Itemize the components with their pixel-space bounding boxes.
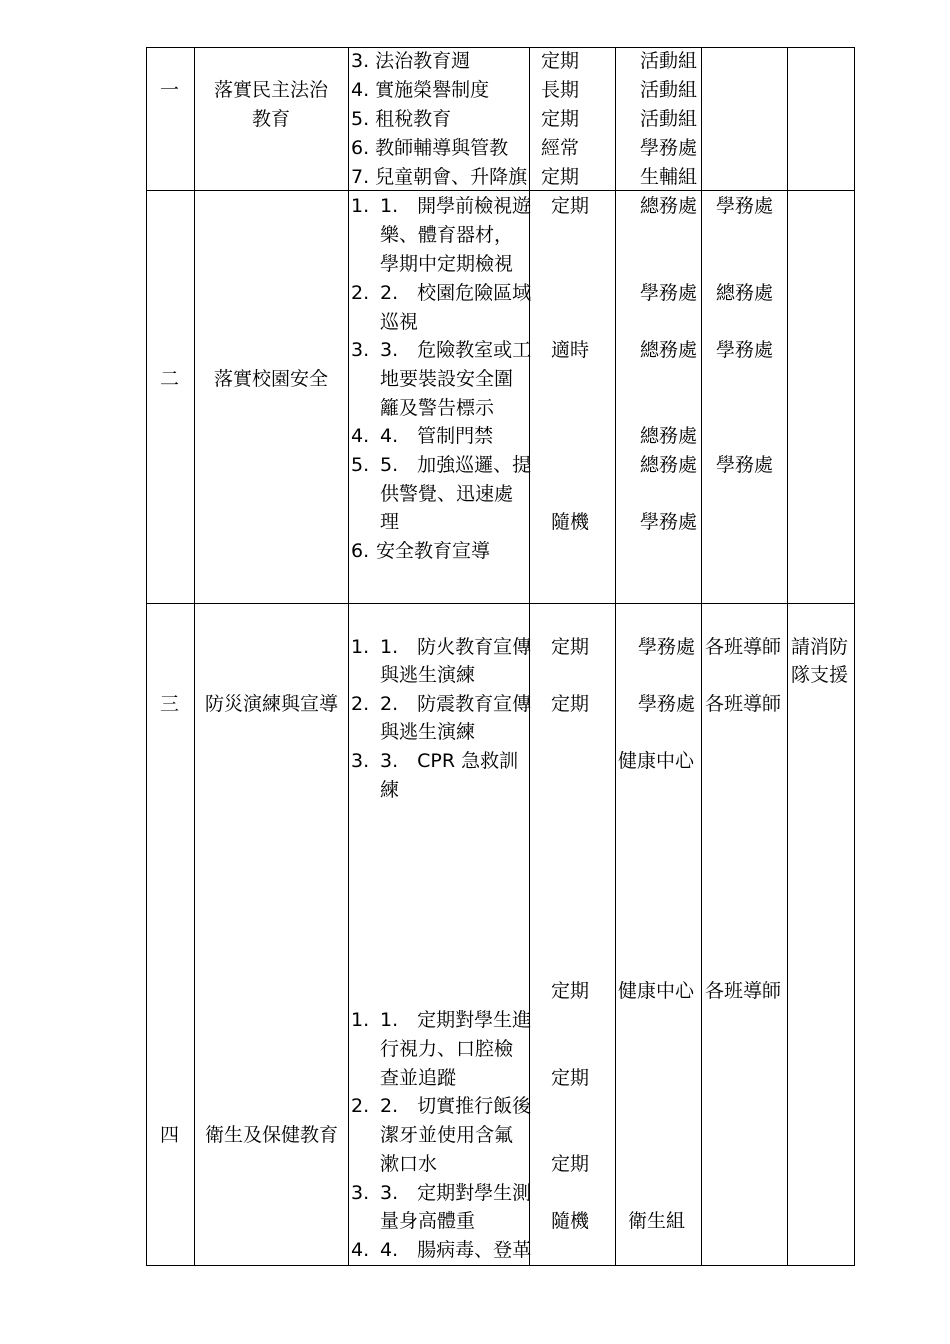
responsible-unit: 學務處 — [638, 636, 696, 658]
item-text: 2. 防震教育宣傳 — [380, 693, 532, 715]
item-mark: 2. — [351, 1095, 370, 1117]
note: 隊支援 — [791, 664, 849, 686]
item-text: 與逃生演練 — [380, 721, 476, 743]
assisting-unit: 學務處 — [716, 339, 774, 361]
item-mark: 1. — [351, 636, 370, 658]
row-title-line: 衛生及保健教育 — [205, 1124, 339, 1146]
assisting-unit: 學務處 — [716, 454, 774, 476]
col-divider — [787, 47, 788, 1266]
row-number: 三 — [160, 693, 180, 715]
item-mark: 2. — [351, 282, 370, 304]
frequency: 定期 — [551, 980, 590, 1002]
responsible-unit: 健康中心 — [618, 980, 695, 1002]
responsible-unit: 生輔組 — [640, 166, 698, 188]
item-text: 3. 定期對學生測 — [380, 1182, 532, 1204]
item-mark: 1. — [351, 195, 370, 217]
frequency: 定期 — [551, 1153, 590, 1175]
col-divider — [615, 47, 616, 1266]
item-text: 供警覺、迅速處 — [380, 483, 514, 505]
responsible-unit: 學務處 — [640, 511, 698, 533]
item-text: 樂、體育器材， — [380, 224, 514, 246]
item-text: 巡視 — [380, 311, 419, 333]
item-text: 漱口水 — [380, 1153, 438, 1175]
item-text: 查並追蹤 — [380, 1067, 457, 1089]
item-mark: 3. — [351, 1182, 370, 1204]
frequency: 隨機 — [551, 1210, 590, 1232]
item-mark: 3. — [351, 750, 370, 772]
item-text: 安全教育宣導 — [376, 540, 491, 562]
item-text: 3. 危險教室或工 — [380, 339, 532, 361]
responsible-unit: 總務處 — [640, 195, 698, 217]
item-text: 5. 租稅教育 — [351, 108, 452, 130]
item-text: 6. 教師輔導與管教 — [351, 137, 509, 159]
item-mark: 2. — [351, 693, 370, 715]
item-text: 籬及警告標示 — [380, 397, 495, 419]
frequency: 定期 — [541, 108, 580, 130]
table-border-bottom — [146, 1265, 855, 1266]
responsible-unit: 衛生組 — [628, 1210, 686, 1232]
responsible-unit: 活動組 — [640, 79, 698, 101]
item-text: 與逃生演練 — [380, 664, 476, 686]
item-text: 4. 實施榮譽制度 — [351, 79, 490, 101]
col-divider — [146, 47, 147, 1266]
responsible-unit: 活動組 — [640, 108, 698, 130]
frequency: 定期 — [541, 166, 580, 188]
responsible-unit: 總務處 — [640, 454, 698, 476]
frequency: 隨機 — [551, 511, 590, 533]
assisting-unit: 各班導師 — [705, 636, 782, 658]
item-text: 練 — [380, 779, 400, 801]
row-number: 二 — [160, 368, 180, 390]
item-text: 行視力、口腔檢 — [380, 1038, 514, 1060]
item-text: 5. 加強巡邏、提 — [380, 454, 532, 476]
assisting-unit: 各班導師 — [705, 980, 782, 1002]
item-text: 量身高體重 — [380, 1210, 476, 1232]
responsible-unit: 學務處 — [640, 137, 698, 159]
row-title-line: 落實校園安全 — [214, 368, 329, 390]
responsible-unit: 活動組 — [640, 50, 698, 72]
item-mark: 3. — [351, 339, 370, 361]
item-mark: 4. — [351, 1239, 370, 1261]
col-divider — [854, 47, 855, 1266]
item-text: 3. CPR 急救訓 — [380, 750, 519, 772]
row-number: 四 — [160, 1124, 180, 1146]
row-title-line: 教育 — [252, 108, 291, 130]
item-text: 學期中定期檢視 — [380, 253, 514, 275]
item-text: 1. 定期對學生進 — [380, 1009, 532, 1031]
frequency: 適時 — [551, 339, 590, 361]
table-border-top — [146, 47, 855, 48]
col-divider — [348, 47, 349, 1266]
frequency: 定期 — [551, 693, 590, 715]
item-text: 1. 防火教育宣傳 — [380, 636, 532, 658]
item-text: 理 — [380, 511, 400, 533]
responsible-unit: 總務處 — [640, 425, 698, 447]
item-text: 地要裝設安全圍 — [380, 368, 514, 390]
frequency: 定期 — [551, 636, 590, 658]
assisting-unit: 學務處 — [716, 195, 774, 217]
row-number: 一 — [160, 79, 180, 101]
col-divider — [701, 47, 702, 1266]
frequency: 經常 — [541, 137, 580, 159]
responsible-unit: 健康中心 — [618, 750, 695, 772]
item-mark: 4. — [351, 425, 370, 447]
item-text: 3. 法治教育週 — [351, 50, 471, 72]
item-mark: 5. — [351, 454, 370, 476]
assisting-unit: 總務處 — [716, 282, 774, 304]
item-text: 1. 開學前檢視遊 — [380, 195, 532, 217]
frequency: 定期 — [551, 1067, 590, 1089]
frequency: 定期 — [541, 50, 580, 72]
assisting-unit: 各班導師 — [705, 693, 782, 715]
item-text: 4. 管制門禁 — [380, 425, 494, 447]
row-title-line: 防災演練與宣導 — [205, 693, 339, 715]
frequency: 長期 — [541, 79, 580, 101]
frequency: 定期 — [551, 195, 590, 217]
row-divider — [146, 603, 855, 604]
item-text: 4. 腸病毒、登革 — [380, 1239, 532, 1261]
row-title-line: 落實民主法治 — [214, 79, 329, 101]
item-text: 2. 切實推行飯後 — [380, 1095, 532, 1117]
item-text: 7. 兒童朝會、升降旗 — [351, 166, 528, 188]
item-text: 2. 校園危險區域 — [380, 282, 532, 304]
note: 請消防 — [791, 636, 849, 658]
item-mark: 6. — [351, 540, 370, 562]
item-mark: 1. — [351, 1009, 370, 1031]
responsible-unit: 學務處 — [640, 282, 698, 304]
item-text: 潔牙並使用含氟 — [380, 1124, 514, 1146]
responsible-unit: 學務處 — [638, 693, 696, 715]
responsible-unit: 總務處 — [640, 339, 698, 361]
col-divider — [194, 47, 195, 1266]
